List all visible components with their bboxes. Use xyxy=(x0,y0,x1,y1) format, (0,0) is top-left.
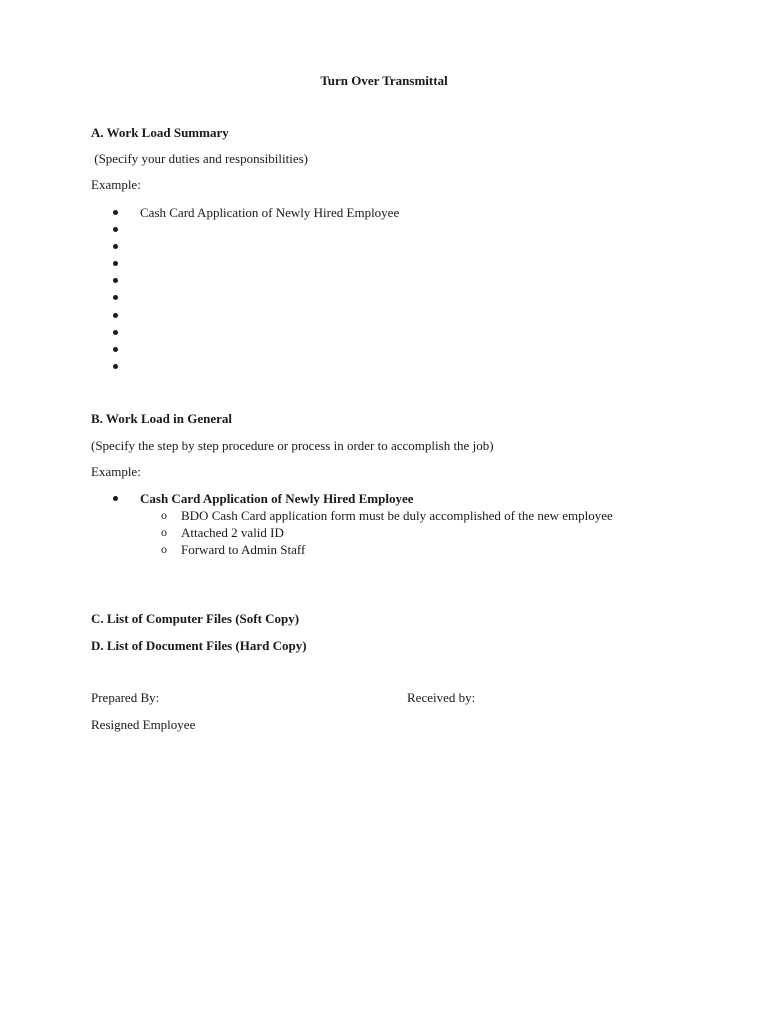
section-a-heading: A. Work Load Summary xyxy=(91,125,229,140)
procedure-steps xyxy=(113,507,678,558)
document-title: Turn Over Transmittal xyxy=(320,73,448,88)
prepared-by-label: Prepared By: xyxy=(91,690,160,705)
list-item xyxy=(113,507,678,524)
list-item xyxy=(113,541,678,558)
list-item xyxy=(113,358,399,375)
bullet-icon xyxy=(113,347,118,352)
workload-summary-list xyxy=(113,204,399,375)
circle-bullet-icon: o xyxy=(161,542,167,556)
procedure-title xyxy=(113,490,678,507)
bullet-icon xyxy=(113,295,118,300)
list-item xyxy=(113,221,399,238)
section-b-heading: B. Work Load in General xyxy=(91,411,232,426)
list-item-text: Cash Card Application of Newly Hired Employee xyxy=(140,205,400,220)
section-a-instruction xyxy=(91,151,308,167)
bullet-icon xyxy=(113,244,118,249)
section-a-instruction-text: (Specify your duties and responsibilities) xyxy=(94,151,308,166)
step-text: BDO Cash Card application form must be duly accomplished of the new employee xyxy=(181,508,613,523)
bullet-icon xyxy=(113,210,118,215)
list-item xyxy=(113,255,399,272)
bullet-icon xyxy=(113,278,118,283)
list-item xyxy=(113,341,399,358)
section-c-heading: C. List of Computer Files (Soft Copy) xyxy=(91,611,300,626)
list-item xyxy=(113,524,678,541)
resigned-employee-label: Resigned Employee xyxy=(91,717,196,732)
step-text: Attached 2 valid ID xyxy=(181,525,284,540)
list-item xyxy=(113,238,399,255)
list-item xyxy=(113,289,399,306)
bullet-icon xyxy=(113,261,118,266)
step-text: Forward to Admin Staff xyxy=(181,542,306,557)
circle-bullet-icon: o xyxy=(161,508,167,522)
list-item xyxy=(113,272,399,289)
section-b-instruction: (Specify the step by step procedure or process in order to accomplish the job) xyxy=(91,438,494,453)
procedure-title-text: Cash Card Application of Newly Hired Employee xyxy=(140,491,414,506)
section-b-example-label: Example: xyxy=(91,464,141,479)
list-item xyxy=(113,307,399,324)
bullet-icon xyxy=(113,364,118,369)
bullet-icon xyxy=(113,496,118,501)
procedure-block xyxy=(113,490,678,558)
section-a-example-label: Example: xyxy=(91,177,141,192)
circle-bullet-icon: o xyxy=(161,525,167,539)
received-by-label: Received by: xyxy=(407,690,476,705)
list-item xyxy=(113,324,399,341)
section-d-heading: D. List of Document Files (Hard Copy) xyxy=(91,638,307,653)
bullet-icon xyxy=(113,313,118,318)
bullet-icon xyxy=(113,330,118,335)
bullet-icon xyxy=(113,227,118,232)
list-item xyxy=(113,204,399,221)
